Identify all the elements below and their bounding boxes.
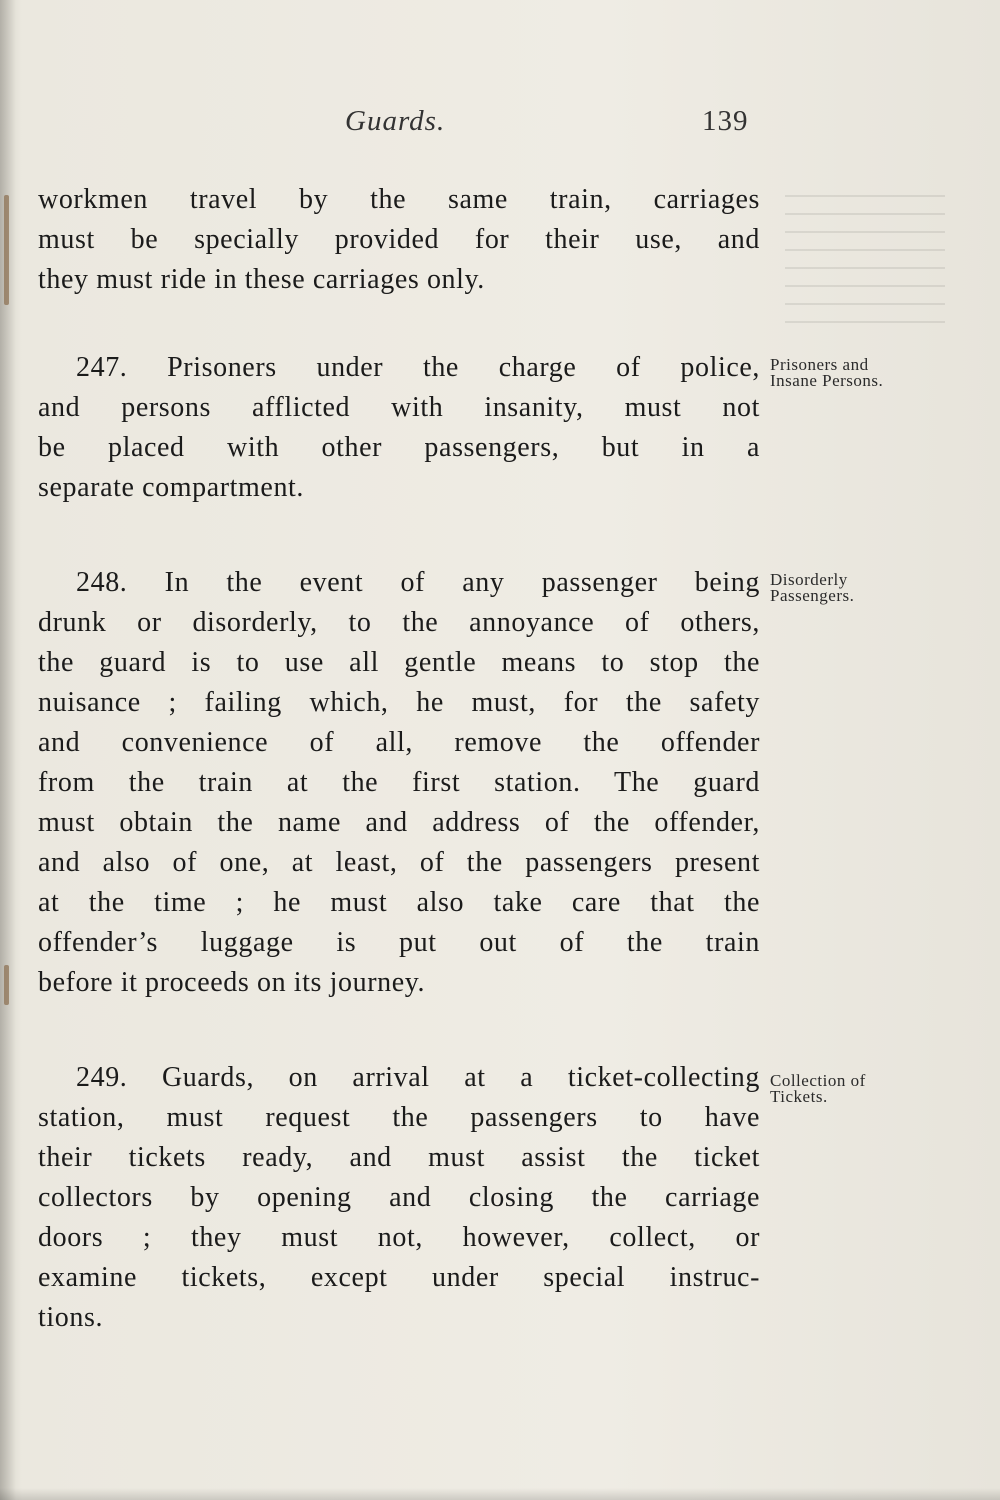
text-line: separate compartment. bbox=[38, 472, 305, 503]
text-line: 249. Guards, on arrival at a ticket-collecting bbox=[76, 1062, 760, 1093]
paragraph-continuation bbox=[38, 180, 760, 300]
text-line: offender’s luggage is put out of the train bbox=[38, 927, 760, 958]
paragraph-249 bbox=[38, 1058, 760, 1338]
margin-ink-mark bbox=[4, 965, 9, 1005]
text-line: 248. In the event of any passenger being bbox=[76, 567, 760, 598]
margin-ink-mark bbox=[4, 195, 9, 305]
side-note-line: Passengers. bbox=[770, 586, 855, 605]
text-line: from the train at the first station. The guard bbox=[38, 767, 760, 798]
side-note-line: Insane Persons. bbox=[770, 371, 884, 390]
text-line: and persons afflicted with insanity, must not bbox=[38, 392, 760, 423]
text-line: drunk or disorderly, to the annoyance of others, bbox=[38, 607, 760, 638]
page-bottom-shadow bbox=[0, 1488, 1000, 1500]
text-line: station, must request the passengers to have bbox=[38, 1102, 760, 1133]
text-line: doors ; they must not, however, collect, or bbox=[38, 1222, 760, 1253]
side-note-prisoners bbox=[770, 357, 883, 389]
show-through-text bbox=[785, 195, 945, 335]
text-line: must be specially provided for their use, and bbox=[38, 224, 760, 255]
text-line: and also of one, at least, of the passengers present bbox=[38, 847, 760, 878]
running-head: Guards. bbox=[345, 105, 446, 137]
side-note-line: Collection of bbox=[770, 1071, 866, 1090]
paragraph-247 bbox=[38, 348, 760, 508]
text-line: and convenience of all, remove the offender bbox=[38, 727, 760, 758]
side-note-line: Tickets. bbox=[770, 1087, 828, 1106]
text-line: their tickets ready, and must assist the ticket bbox=[38, 1142, 760, 1173]
page-number: 139 bbox=[702, 105, 749, 137]
text-line: workmen travel by the same train, carriages bbox=[38, 184, 760, 215]
side-note-line: Disorderly bbox=[770, 570, 848, 589]
text-line: at the time ; he must also take care that the bbox=[38, 887, 760, 918]
text-line: they must ride in these carriages only. bbox=[38, 264, 485, 295]
text-line: must obtain the name and address of the offender, bbox=[38, 807, 760, 838]
side-note-disorderly bbox=[770, 572, 854, 604]
text-line: tions. bbox=[38, 1302, 104, 1333]
side-note-collection bbox=[770, 1073, 866, 1105]
text-line: collectors by opening and closing the carriage bbox=[38, 1182, 760, 1213]
text-line: examine tickets, except under special instruc- bbox=[38, 1262, 760, 1293]
text-line: the guard is to use all gentle means to stop the bbox=[38, 647, 760, 678]
text-line: be placed with other passengers, but in a bbox=[38, 432, 760, 463]
text-line: 247. Prisoners under the charge of police, bbox=[76, 352, 760, 383]
text-line: before it proceeds on its journey. bbox=[38, 967, 426, 998]
paragraph-248 bbox=[38, 563, 760, 1003]
text-line: nuisance ; failing which, he must, for the safety bbox=[38, 687, 760, 718]
side-note-line: Prisoners and bbox=[770, 355, 869, 374]
